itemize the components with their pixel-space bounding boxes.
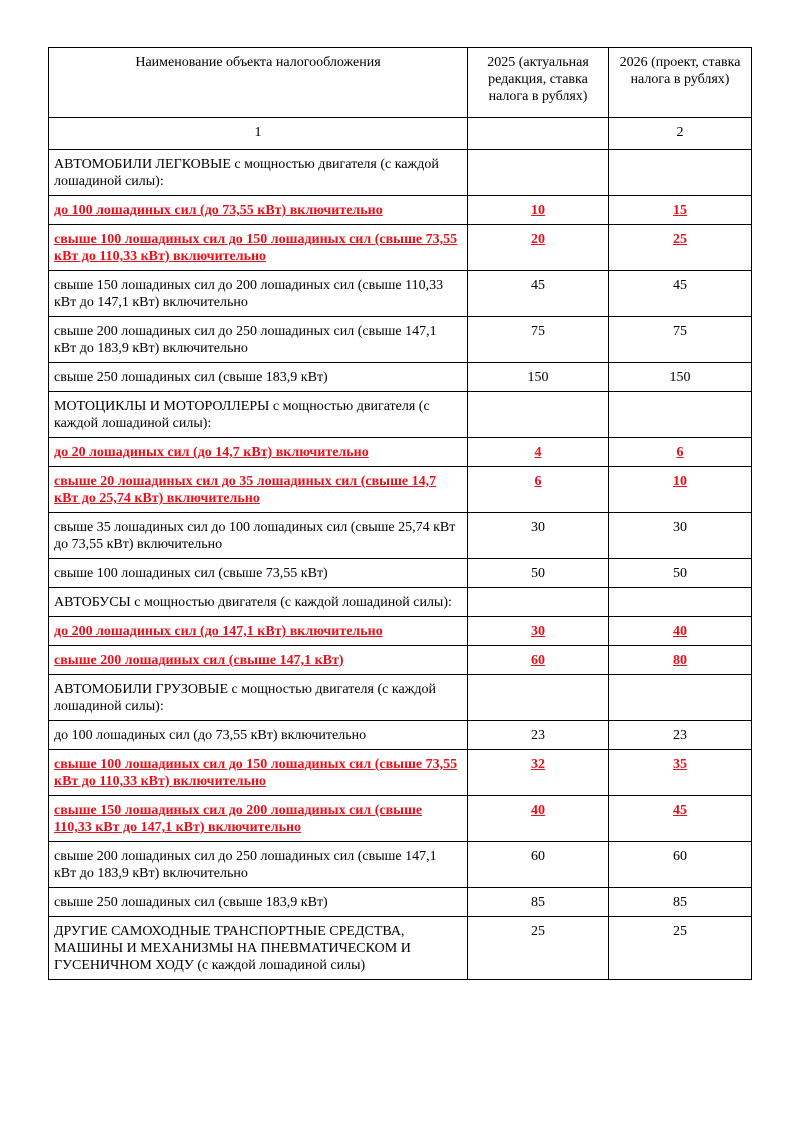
column-number-row <box>49 118 752 150</box>
row-rate-2025 <box>468 675 609 721</box>
row-object-name: до 100 лошадиных сил (до 73,55 кВт) включительно <box>49 721 468 750</box>
row-rate-2025: 10 <box>468 196 609 225</box>
row-object-name: МОТОЦИКЛЫ И МОТОРОЛЛЕРЫ с мощностью двигателя (с каждой лошадиной силы): <box>49 392 468 438</box>
row-rate-2025: 30 <box>468 513 609 559</box>
row-rate-2026: 25 <box>609 225 752 271</box>
row-object-name: свыше 100 лошадиных сил до 150 лошадиных сил (свыше 73,55 кВт до 110,33 кВт) включительно <box>49 225 468 271</box>
row-rate-2025: 6 <box>468 467 609 513</box>
table-row-changed <box>49 617 752 646</box>
row-rate-2025: 25 <box>468 917 609 980</box>
row-rate-2026: 45 <box>609 796 752 842</box>
table-row-changed <box>49 796 752 842</box>
header-2026: 2026 (проект, ставка налога в рублях) <box>609 48 752 118</box>
table-row-changed <box>49 438 752 467</box>
column-number-empty <box>468 118 609 150</box>
row-object-name: АВТОМОБИЛИ ГРУЗОВЫЕ с мощностью двигателя (с каждой лошадиной силы): <box>49 675 468 721</box>
row-rate-2025: 150 <box>468 363 609 392</box>
row-rate-2025: 45 <box>468 271 609 317</box>
row-object-name: ДРУГИЕ САМОХОДНЫЕ ТРАНСПОРТНЫЕ СРЕДСТВА, МАШИНЫ И МЕХАНИЗМЫ НА ПНЕВМАТИЧЕСКОМ И ГУСЕНИЧНОМ ХОДУ (с каждой лошадиной силы) <box>49 917 468 980</box>
table-row <box>49 513 752 559</box>
row-rate-2026: 6 <box>609 438 752 467</box>
row-object-name: свыше 100 лошадиных сил (свыше 73,55 кВт) <box>49 559 468 588</box>
table-row-changed <box>49 467 752 513</box>
table-row <box>49 363 752 392</box>
table-row-changed <box>49 196 752 225</box>
table-row-changed <box>49 225 752 271</box>
row-rate-2026 <box>609 588 752 617</box>
row-object-name: свыше 35 лошадиных сил до 100 лошадиных сил (свыше 25,74 кВт до 73,55 кВт) включительно <box>49 513 468 559</box>
row-rate-2026: 45 <box>609 271 752 317</box>
table-row <box>49 888 752 917</box>
table-row <box>49 842 752 888</box>
row-object-name: свыше 20 лошадиных сил до 35 лошадиных сил (свыше 14,7 кВт до 25,74 кВт) включительно <box>49 467 468 513</box>
row-rate-2025: 75 <box>468 317 609 363</box>
row-rate-2025 <box>468 150 609 196</box>
row-rate-2026: 35 <box>609 750 752 796</box>
row-rate-2026: 23 <box>609 721 752 750</box>
table-row <box>49 917 752 980</box>
row-rate-2025: 32 <box>468 750 609 796</box>
row-rate-2026: 30 <box>609 513 752 559</box>
row-rate-2026: 10 <box>609 467 752 513</box>
row-object-name: до 100 лошадиных сил (до 73,55 кВт) включительно <box>49 196 468 225</box>
table-row <box>49 721 752 750</box>
tax-rate-table <box>48 47 752 980</box>
row-rate-2025: 4 <box>468 438 609 467</box>
row-rate-2026 <box>609 392 752 438</box>
table-row <box>49 588 752 617</box>
row-rate-2026: 15 <box>609 196 752 225</box>
row-rate-2025: 30 <box>468 617 609 646</box>
row-rate-2025: 20 <box>468 225 609 271</box>
tax-table-body <box>49 48 752 980</box>
table-row <box>49 150 752 196</box>
row-rate-2026 <box>609 675 752 721</box>
row-object-name: свыше 150 лошадиных сил до 200 лошадиных сил (свыше 110,33 кВт до 147,1 кВт) включительно <box>49 271 468 317</box>
row-object-name: до 200 лошадиных сил (до 147,1 кВт) включительно <box>49 617 468 646</box>
header-object-name: Наименование объекта налогообложения <box>49 48 468 118</box>
row-rate-2025: 40 <box>468 796 609 842</box>
table-row <box>49 271 752 317</box>
row-object-name: свыше 250 лошадиных сил (свыше 183,9 кВт) <box>49 888 468 917</box>
row-rate-2025: 85 <box>468 888 609 917</box>
row-rate-2026: 75 <box>609 317 752 363</box>
row-object-name: свыше 200 лошадиных сил до 250 лошадиных сил (свыше 147,1 кВт до 183,9 кВт) включительно <box>49 317 468 363</box>
table-row <box>49 392 752 438</box>
row-rate-2026: 150 <box>609 363 752 392</box>
table-row <box>49 559 752 588</box>
row-object-name: до 20 лошадиных сил (до 14,7 кВт) включительно <box>49 438 468 467</box>
row-rate-2026: 60 <box>609 842 752 888</box>
row-rate-2025: 60 <box>468 842 609 888</box>
table-row <box>49 317 752 363</box>
header-row <box>49 48 752 118</box>
table-row <box>49 675 752 721</box>
row-object-name: свыше 250 лошадиных сил (свыше 183,9 кВт) <box>49 363 468 392</box>
row-rate-2026: 50 <box>609 559 752 588</box>
table-row-changed <box>49 750 752 796</box>
row-object-name: АВТОБУСЫ с мощностью двигателя (с каждой лошадиной силы): <box>49 588 468 617</box>
row-rate-2026: 85 <box>609 888 752 917</box>
row-object-name: АВТОМОБИЛИ ЛЕГКОВЫЕ с мощностью двигателя (с каждой лошадиной силы): <box>49 150 468 196</box>
row-rate-2026: 80 <box>609 646 752 675</box>
row-rate-2025 <box>468 392 609 438</box>
row-rate-2025: 60 <box>468 646 609 675</box>
table-row-changed <box>49 646 752 675</box>
row-rate-2025 <box>468 588 609 617</box>
row-rate-2026: 25 <box>609 917 752 980</box>
header-2025: 2025 (актуальная редакция, ставка налога в рублях) <box>468 48 609 118</box>
column-number-2: 2 <box>609 118 752 150</box>
row-object-name: свыше 100 лошадиных сил до 150 лошадиных сил (свыше 73,55 кВт до 110,33 кВт) включительно <box>49 750 468 796</box>
row-object-name: свыше 200 лошадиных сил (свыше 147,1 кВт) <box>49 646 468 675</box>
column-number-1: 1 <box>49 118 468 150</box>
row-object-name: свыше 150 лошадиных сил до 200 лошадиных сил (свыше 110,33 кВт до 147,1 кВт) включительно <box>49 796 468 842</box>
row-rate-2025: 23 <box>468 721 609 750</box>
row-rate-2025: 50 <box>468 559 609 588</box>
row-rate-2026: 40 <box>609 617 752 646</box>
row-rate-2026 <box>609 150 752 196</box>
row-object-name: свыше 200 лошадиных сил до 250 лошадиных сил (свыше 147,1 кВт до 183,9 кВт) включительно <box>49 842 468 888</box>
